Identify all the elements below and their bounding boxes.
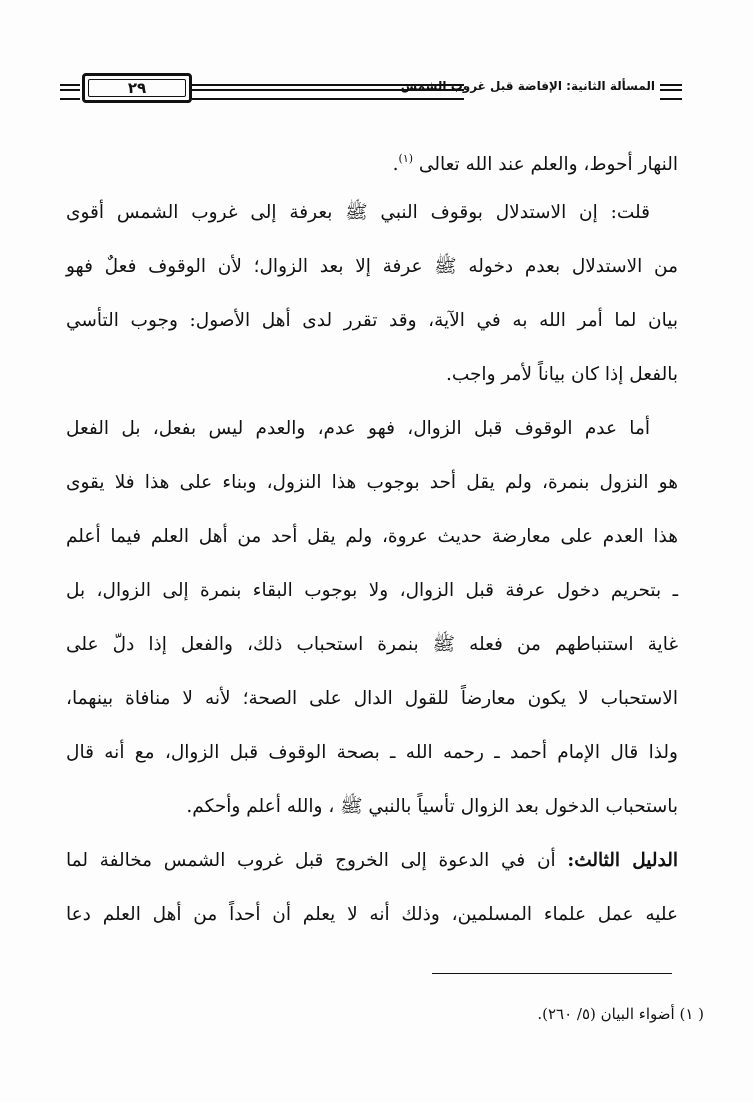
third-proof-label: الدليل الثالث: [567, 850, 678, 871]
footnote-ref: (١) [398, 152, 414, 165]
text-line: بالفعل إذا كان بياناً لأمر واجب. [445, 364, 678, 385]
text-line: ـ بتحريم دخول عرفة قبل الزوال، ولا بوجوب البقاء بنمرة إلى الزوال، بل [66, 580, 678, 601]
text-line: هذا العدم على معارضة حديث عروة، ولم يقل أحد من أهل العلم فيما أعلم [66, 526, 678, 547]
body-text [66, 132, 678, 942]
text-line: النهار أحوط، والعلم عند الله تعالى $^{(١)}$. [392, 152, 678, 175]
footnote: ( ١) أضواء البيان (٥/ ٢٦٠). [537, 1005, 704, 1023]
header-ornament-right [660, 84, 682, 100]
footnote-separator [432, 973, 672, 974]
running-title: المسألة الثانية: الإفاضة قبل غروب الشمس [400, 79, 655, 93]
text-line: ولذا قال الإمام أحمد ـ رحمه الله ـ بصحة الوقوف قبل الزوال، مع أنه قال [66, 742, 678, 763]
text-line: الدليل الثالث: أن في الدعوة إلى الخروج قبل غروب الشمس مخالفة لما [66, 850, 678, 871]
header-ornament-left [60, 84, 80, 100]
text-line: من الاستدلال بعدم دخوله ﷺ عرفة إلا بعد الزوال؛ لأن الوقوف فعلٌ فهو [66, 256, 678, 277]
page-number: ٢٩ [88, 79, 186, 97]
text-line: قلت: إن الاستدلال بوقوف النبي ﷺ بعرفة إلى غروب الشمس أقوى [66, 202, 650, 223]
text-line: بيان لما أمر الله به في الآية، وقد تقرر لدى أهل الأصول: وجوب التأسي [66, 310, 678, 331]
text-line: عليه عمل علماء المسلمين، وذلك أنه لا يعلم أن أحداً من أهل العلم دعا [66, 904, 678, 925]
page-number-box [82, 73, 192, 103]
page-header [60, 70, 682, 110]
text-line: غاية استنباطهم من فعله ﷺ بنمرة استحباب ذلك، والفعل إذا دلّ على [66, 634, 678, 655]
text-line: الاستحباب لا يكون معارضاً للقول الدال على الصحة؛ لأنه لا منافاة بينهما، [66, 688, 678, 709]
text-line: باستحباب الدخول بعد الزوال تأسياً بالنبي ﷺ ، والله أعلم وأحكم. [186, 796, 678, 817]
text-line: هو النزول بنمرة، ولم يقل أحد بوجوب هذا النزول، وبناء على هذا فلا يقوى [66, 472, 678, 493]
text-line: أما عدم الوقوف قبل الزوال، فهو عدم، والعدم ليس بفعل، بل الفعل [66, 418, 650, 439]
